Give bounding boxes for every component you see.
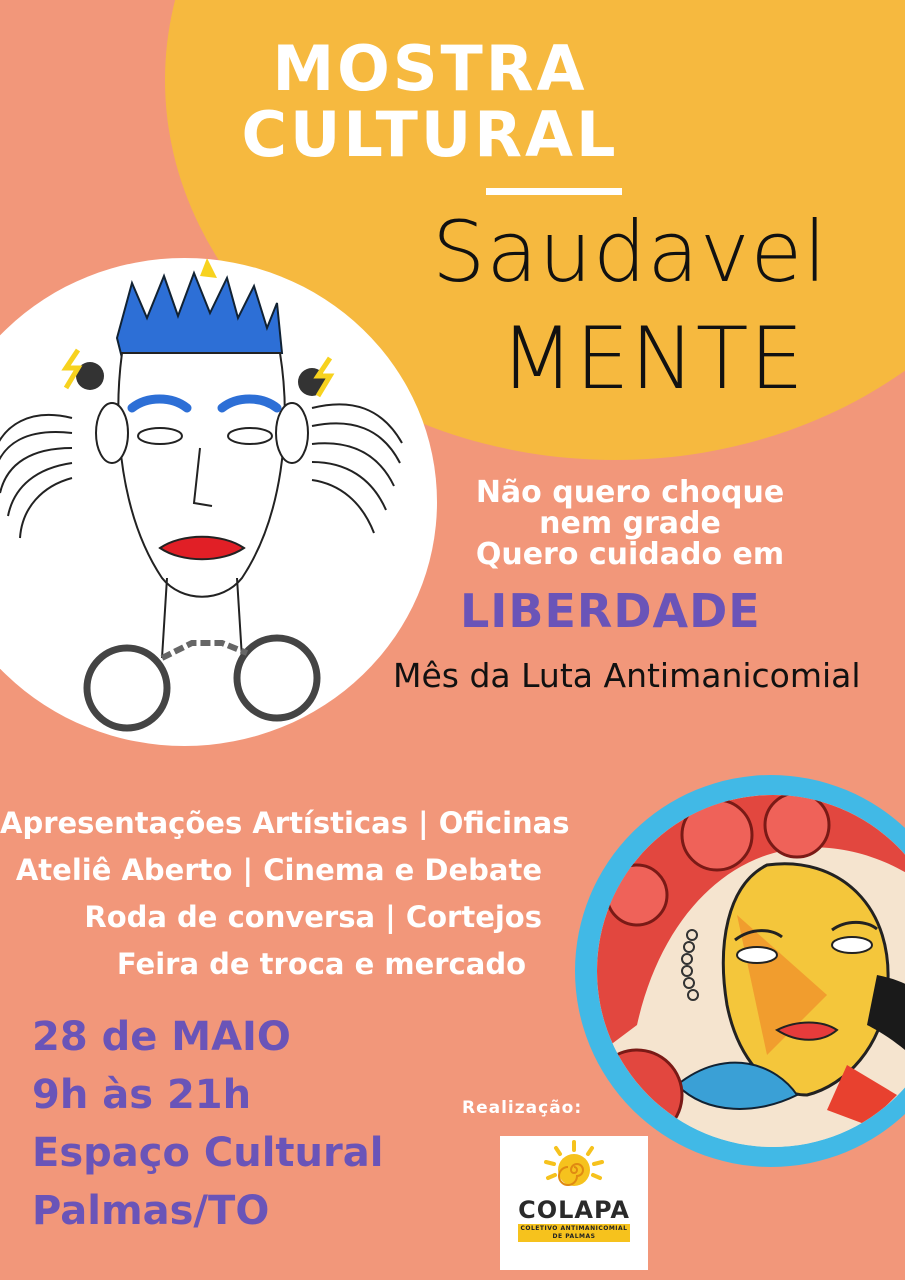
activity-item: Ateliê Aberto | Cinema e Debate: [15, 853, 542, 887]
logo-subtitle: [510, 1225, 638, 1241]
month-caption: Mês da Luta Antimanicomial: [393, 656, 861, 695]
slogan-line-1: Não quero choque: [475, 475, 785, 510]
title-cultural: CULTURAL: [241, 98, 619, 171]
slogan-line-2: nem grade: [539, 506, 721, 541]
subtitle-mente: MENTE: [500, 309, 805, 409]
title-mostra: MOSTRA: [272, 32, 588, 105]
logo-subtitle-line1: COLETIVO ANTIMANICOMIAL: [520, 1225, 628, 1232]
title-divider: [486, 188, 622, 195]
realizacao-label: Realização:: [462, 1098, 583, 1118]
activity-item: Apresentações Artísticas | Oficinas: [0, 806, 570, 840]
activity-item: Feira de troca e mercado: [116, 947, 526, 981]
logo-name: COLAPA: [518, 1196, 630, 1224]
subtitle-saudavel: Saudavel: [432, 203, 828, 301]
sun-spiral-logo-icon: [500, 1136, 648, 1196]
activity-item: Roda de conversa | Cortejos: [84, 900, 542, 934]
slogan-line-3: Quero cuidado em: [475, 537, 785, 572]
event-date: 28 de MAIO: [32, 1014, 291, 1060]
highlight-liberdade: LIBERDADE: [460, 584, 761, 638]
colapa-logo: [500, 1136, 648, 1270]
logo-subtitle-line2: DE PALMAS: [552, 1233, 596, 1240]
activities-list: [0, 800, 570, 988]
event-city: Palmas/TO: [32, 1188, 270, 1234]
event-venue: Espaço Cultural: [32, 1130, 384, 1176]
event-time: 9h às 21h: [32, 1072, 252, 1118]
event-details: [32, 1008, 383, 1240]
